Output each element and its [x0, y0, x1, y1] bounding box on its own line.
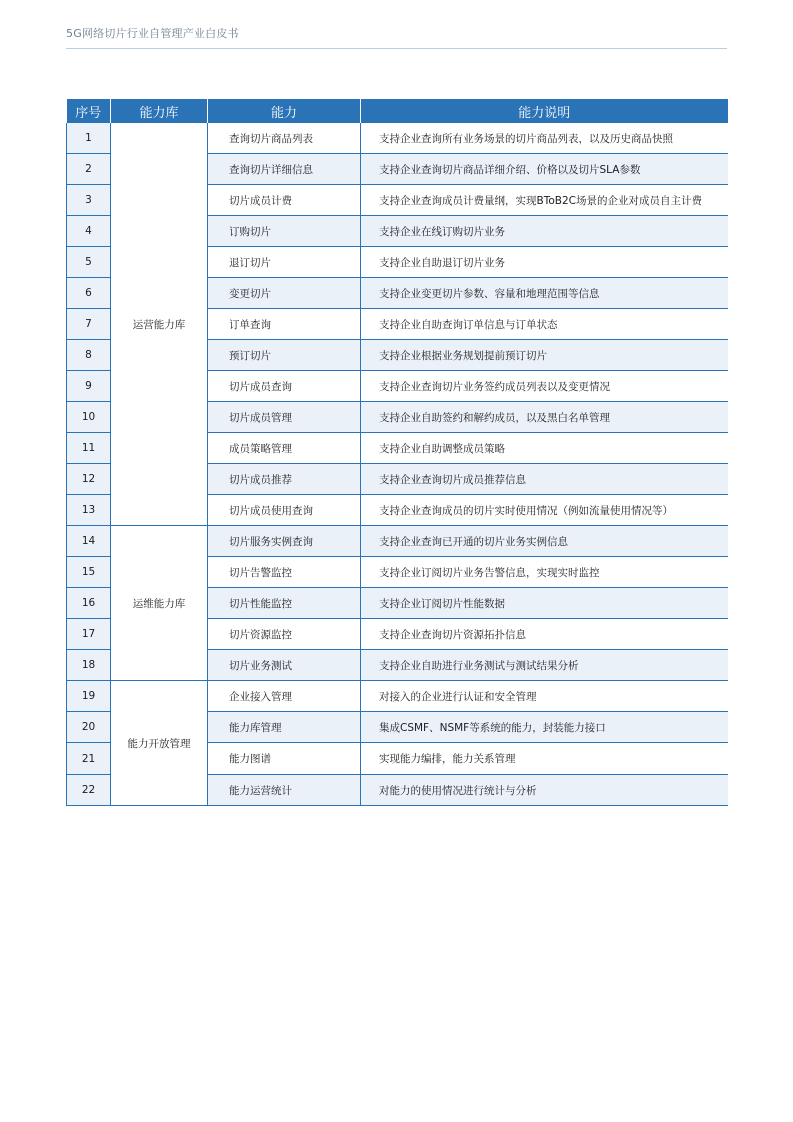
description-cell: 实现能力编排，能力关系管理 [361, 743, 728, 775]
description-cell: 支持企业查询已开通的切片业务实例信息 [361, 526, 728, 557]
row-index-cell: 6 [67, 278, 111, 309]
row-index-cell: 22 [67, 775, 111, 806]
capability-cell: 切片成员管理 [208, 402, 361, 433]
description-cell: 支持企业查询成员计费量纲，实现BToB2C场景的企业对成员自主计费 [361, 185, 728, 216]
description-cell: 支持企业订阅切片性能数据 [361, 588, 728, 619]
description-cell: 支持企业自助调整成员策略 [361, 433, 728, 464]
description-cell: 对接入的企业进行认证和安全管理 [361, 681, 728, 712]
table-row [67, 526, 728, 557]
row-index-cell: 16 [67, 588, 111, 619]
capability-cell: 切片资源监控 [208, 619, 361, 650]
description-cell: 支持企业查询切片资源拓扑信息 [361, 619, 728, 650]
row-index-cell: 3 [67, 185, 111, 216]
row-index-cell: 19 [67, 681, 111, 712]
row-index-cell: 9 [67, 371, 111, 402]
capability-cell: 退订切片 [208, 247, 361, 278]
row-index-cell: 14 [67, 526, 111, 557]
table-body [67, 123, 728, 806]
row-index-cell: 2 [67, 154, 111, 185]
library-group-cell: 运营能力库 [111, 123, 208, 526]
table-header-row [67, 99, 728, 123]
capability-cell: 能力图谱 [208, 743, 361, 775]
capability-cell: 切片成员查询 [208, 371, 361, 402]
library-group-cell: 运维能力库 [111, 526, 208, 681]
description-cell: 集成CSMF、NSMF等系统的能力，封装能力接口 [361, 712, 728, 743]
description-cell: 支持企业根据业务规划提前预订切片 [361, 340, 728, 371]
description-cell: 支持企业自助查询订单信息与订单状态 [361, 309, 728, 340]
column-header-index: 序号 [67, 99, 111, 123]
description-cell: 支持企业查询切片成员推荐信息 [361, 464, 728, 495]
capability-cell: 变更切片 [208, 278, 361, 309]
capability-cell: 能力运营统计 [208, 775, 361, 806]
capability-cell: 切片成员计费 [208, 185, 361, 216]
row-index-cell: 18 [67, 650, 111, 681]
description-cell: 支持企业查询所有业务场景的切片商品列表，以及历史商品快照 [361, 123, 728, 154]
row-index-cell: 20 [67, 712, 111, 743]
row-index-cell: 10 [67, 402, 111, 433]
capability-cell: 切片性能监控 [208, 588, 361, 619]
row-index-cell: 17 [67, 619, 111, 650]
capability-cell: 成员策略管理 [208, 433, 361, 464]
capability-cell: 切片业务测试 [208, 650, 361, 681]
capability-cell: 切片成员推荐 [208, 464, 361, 495]
description-cell: 支持企业自助进行业务测试与测试结果分析 [361, 650, 728, 681]
description-cell: 支持企业查询切片业务签约成员列表以及变更情况 [361, 371, 728, 402]
capability-cell: 能力库管理 [208, 712, 361, 743]
capability-cell: 切片成员使用查询 [208, 495, 361, 526]
header-divider [66, 48, 727, 49]
row-index-cell: 13 [67, 495, 111, 526]
row-index-cell: 5 [67, 247, 111, 278]
description-cell: 支持企业变更切片参数、容量和地理范围等信息 [361, 278, 728, 309]
row-index-cell: 12 [67, 464, 111, 495]
capability-cell: 切片告警监控 [208, 557, 361, 588]
row-index-cell: 15 [67, 557, 111, 588]
library-group-cell: 能力开放管理 [111, 681, 208, 806]
row-index-cell: 8 [67, 340, 111, 371]
row-index-cell: 1 [67, 123, 111, 154]
capability-cell: 企业接入管理 [208, 681, 361, 712]
capability-cell: 查询切片详细信息 [208, 154, 361, 185]
capability-cell: 切片服务实例查询 [208, 526, 361, 557]
column-header-description: 能力说明 [361, 99, 728, 123]
capability-cell: 预订切片 [208, 340, 361, 371]
capability-table [66, 99, 728, 806]
description-cell: 支持企业查询切片商品详细介绍、价格以及切片SLA参数 [361, 154, 728, 185]
column-header-library: 能力库 [111, 99, 208, 123]
description-cell: 支持企业在线订购切片业务 [361, 216, 728, 247]
description-cell: 支持企业自助签约和解约成员，以及黑白名单管理 [361, 402, 728, 433]
description-cell: 支持企业自助退订切片业务 [361, 247, 728, 278]
row-index-cell: 7 [67, 309, 111, 340]
capability-cell: 订单查询 [208, 309, 361, 340]
document-header-title: 5G网络切片行业自管理产业白皮书 [66, 27, 239, 40]
row-index-cell: 4 [67, 216, 111, 247]
table-row [67, 123, 728, 154]
row-index-cell: 21 [67, 743, 111, 775]
column-header-capability: 能力 [208, 99, 361, 123]
capability-cell: 查询切片商品列表 [208, 123, 361, 154]
description-cell: 支持企业订阅切片业务告警信息，实现实时监控 [361, 557, 728, 588]
table-row [67, 681, 728, 712]
description-cell: 对能力的使用情况进行统计与分析 [361, 775, 728, 806]
description-cell: 支持企业查询成员的切片实时使用情况（例如流量使用情况等） [361, 495, 728, 526]
row-index-cell: 11 [67, 433, 111, 464]
capability-cell: 订购切片 [208, 216, 361, 247]
